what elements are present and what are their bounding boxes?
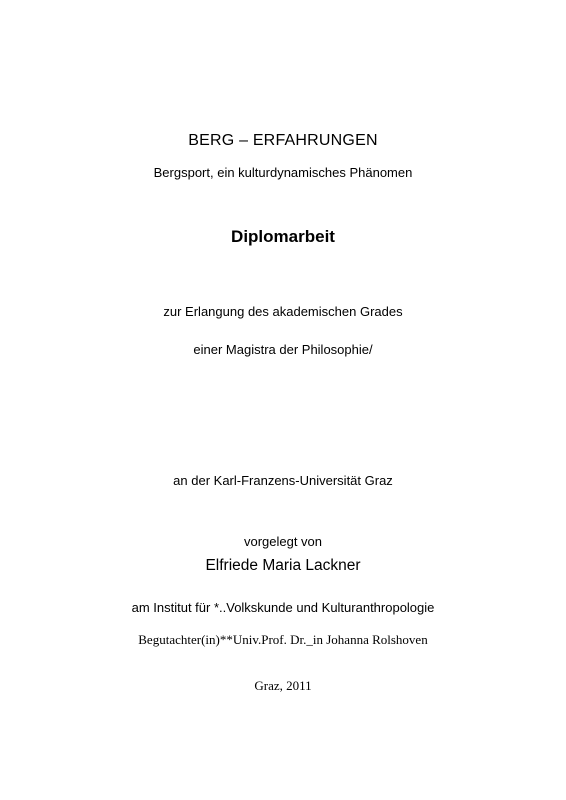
author-name: Elfriede Maria Lackner: [205, 557, 361, 574]
reviewer-line: Begutachter(in)**Univ.Prof. Dr._in Johanna Rolshoven: [138, 632, 428, 647]
thesis-title: BERG – ERFAHRUNGEN: [188, 132, 378, 149]
place-and-date: Graz, 2011: [254, 678, 312, 693]
document-type: Diplomarbeit: [231, 227, 335, 246]
degree-purpose-line1: zur Erlangung des akademischen Grades: [163, 304, 403, 319]
thesis-subtitle: Bergsport, ein kulturdynamisches Phänomen: [153, 165, 413, 180]
university-name: an der Karl-Franzens-Universität Graz: [173, 473, 393, 488]
degree-purpose-line2: einer Magistra der Philosophie/: [193, 342, 373, 357]
submitted-by-label: vorgelegt von: [243, 534, 323, 549]
institute-name: am Institut für *..Volkskunde und Kulturanthropologie: [131, 600, 435, 615]
